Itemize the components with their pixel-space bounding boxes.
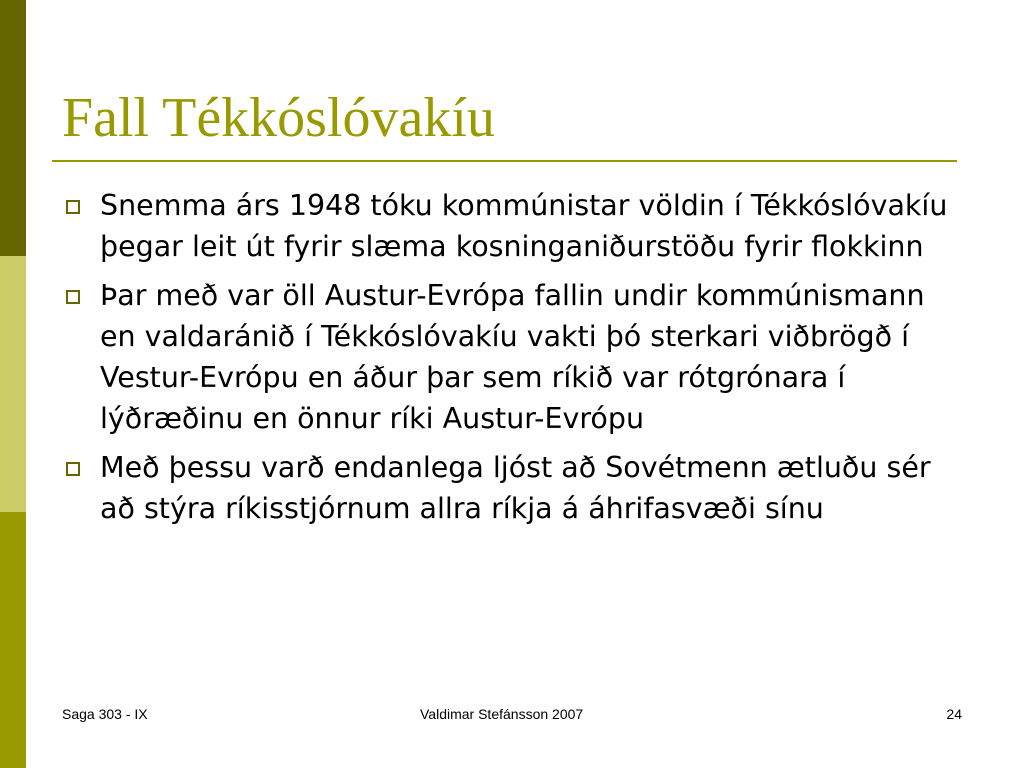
square-bullet-icon <box>66 290 80 304</box>
page-number: 24 <box>946 706 962 722</box>
accent-bar-middle <box>0 256 26 512</box>
bullet-item <box>60 447 960 529</box>
accent-bar-bottom <box>0 512 26 768</box>
bullet-text: Þar með var öll Austur-Evrópa fallin undir kommúnismann en valdaránið í Tékkóslóvakíu vakti þó sterkari viðbrögð í Vestur-Evrópu en áður þar sem ríkið var rótgrónara í lýðræðinu en önnur ríki Austur-Evrópu <box>100 279 925 435</box>
square-bullet-icon <box>66 462 80 476</box>
accent-bar-top <box>0 0 26 256</box>
square-bullet-icon <box>66 200 80 214</box>
bullet-text: Með þessu varð endanlega ljóst að Sovétmenn ætluðu sér að stýra ríkisstjórnum allra ríkja á áhrifasvæði sínu <box>100 451 931 525</box>
footer-author: Valdimar Stefánsson 2007 <box>420 706 584 722</box>
bullet-text: Snemma árs 1948 tóku kommúnistar völdin í Tékkóslóvakíu þegar leit út fyrir slæma kosninganiðurstöðu fyrir flokkinn <box>100 189 948 263</box>
title-divider <box>52 160 957 162</box>
bullet-item <box>60 185 960 267</box>
bullet-item <box>60 275 960 439</box>
bullet-list <box>60 185 960 537</box>
footer-course: Saga 303 - IX <box>62 706 148 722</box>
slide-title: Fall Tékkóslóvakíu <box>62 87 495 149</box>
